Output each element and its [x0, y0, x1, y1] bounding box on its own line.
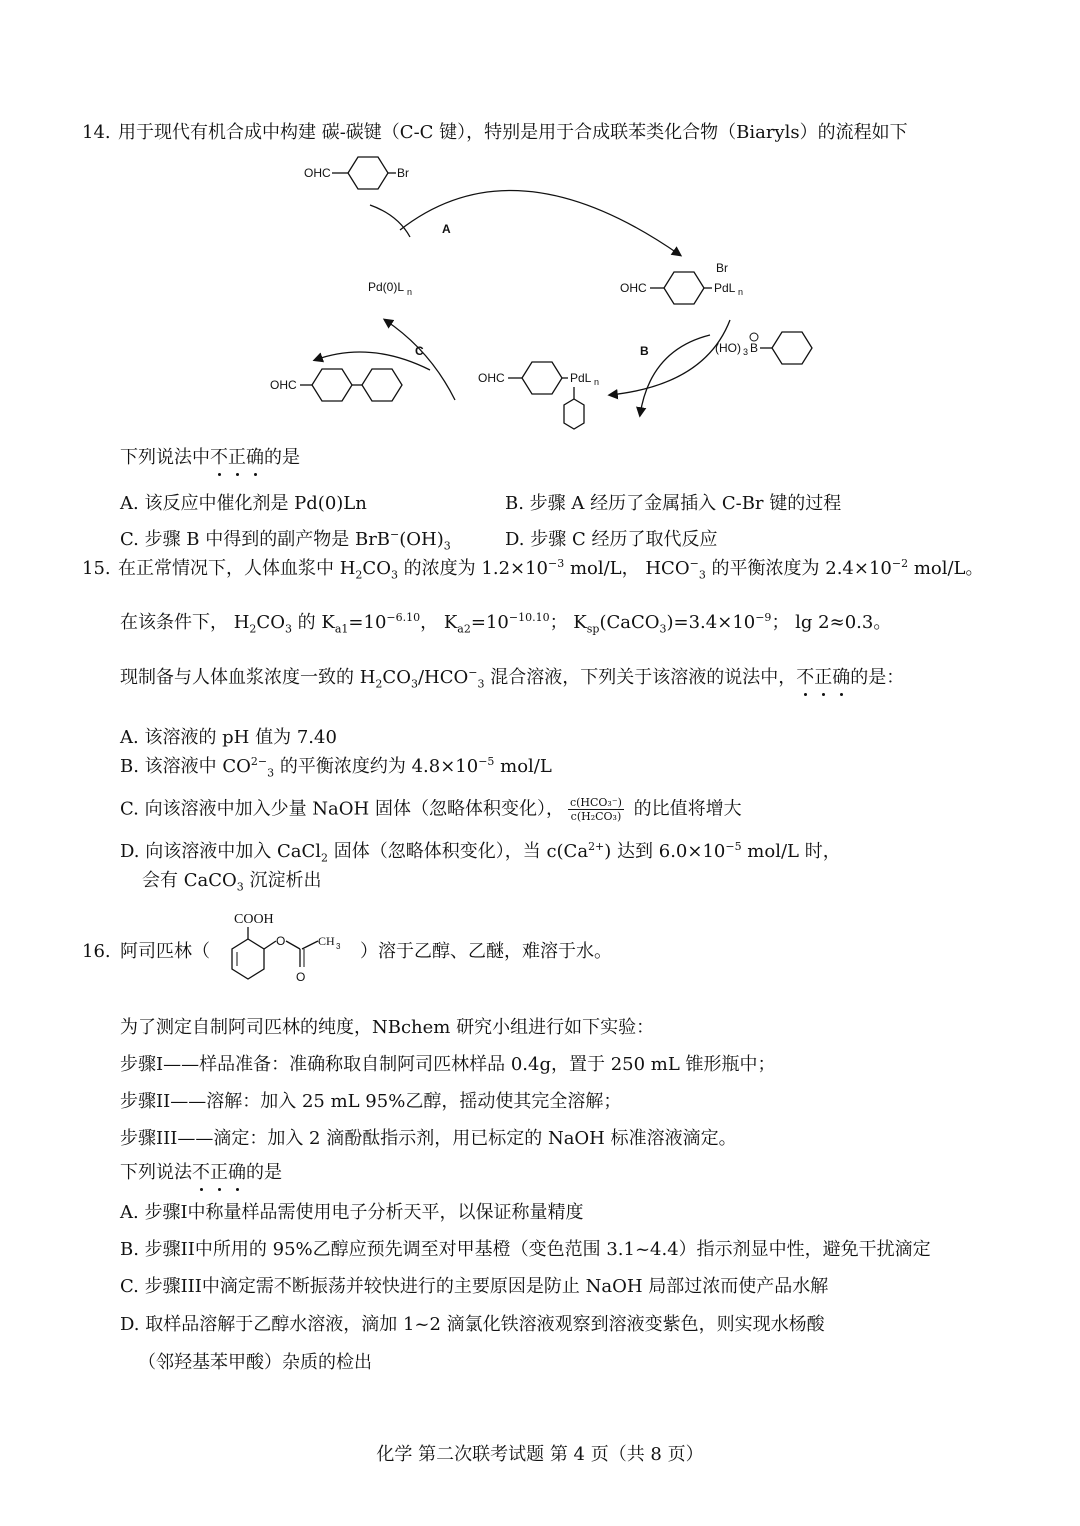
q16-option-d: D. 取样品溶解于乙醇水溶液，滴加 1~2 滴氯化铁溶液观察到溶液变紫色，则实现水杨酸 [120, 1314, 825, 1335]
int1-br-label: Br [716, 261, 728, 275]
arrow-step-b-icon [610, 320, 730, 395]
int2-pd-sub: n [594, 377, 600, 387]
q16-option-b: B. 步骤II中所用的 95%乙醇应预先调至对甲基橙（变色范围 3.1~4.4）指示剂显中性，避免干扰滴定 [120, 1239, 931, 1260]
q15-option-d: D. 向该溶液中加入 CaCl$_2$ 固体（忽略体积变化），当 $c(Ca^{2+})$ 达到 $6.0\times 10^{-5}$ mol/L 时， [120, 840, 841, 865]
q16-option-a: A. 步骤I中称量样品需使用电子分析天平，以保证称量精度 [120, 1202, 584, 1223]
q16-step3: 步骤III——滴定：加入 2 滴酚酞指示剂，用已标定的 NaOH 标准溶液滴定。 [120, 1128, 737, 1149]
reactant-aryl-bromide [304, 157, 409, 189]
q15-number: 15. [82, 558, 111, 579]
q16-number: 16. [82, 941, 111, 962]
q16-intro: 为了测定自制阿司匹林的纯度，NBchem 研究小组进行如下实验： [120, 1017, 655, 1038]
reactant-ohc-label: OHC [304, 166, 331, 180]
benzene-ring-icon [522, 362, 562, 394]
q15-line3: 现制备与人体血浆浓度一致的 $H_2CO_3/HCO^-_3$ 混合溶液，下列关于该溶液的说法中，不正确的是： [120, 666, 905, 691]
int1-pd-label: PdL [714, 281, 736, 295]
q15-line1: 在正常情况下，人体血浆中 $H_2CO_3$ 的浓度为 $1.2\times 10^{-3}$ mol/L， $HCO^-_3$ 的平衡浓度为 $2.4\times 10^{-2}$ mol/L。 [118, 557, 984, 582]
q16-option-c: C. 步骤III中滴定需不断振荡并较快进行的主要原因是防止 NaOH 局部过浓而使产品水解 [120, 1276, 829, 1297]
boron-reagent-label: (HO) [715, 341, 741, 355]
int2-ohc-label: OHC [478, 371, 505, 385]
int2-pd-label: PdL [570, 371, 592, 385]
q16-step1: 步骤I——样品准备：准确称取自制阿司匹林样品 0.4g，置于 250 mL 锥形瓶中； [120, 1054, 776, 1075]
benzene-ring-icon [772, 332, 812, 364]
q14-option-b: B. 步骤 A 经历了金属插入 C-Br 键的过程 [505, 493, 842, 514]
q14-option-a: A. 该反应中催化剂是 Pd(0)Ln [120, 493, 367, 514]
benzene-ring-icon [664, 272, 704, 304]
product-ohc-label: OHC [270, 378, 297, 392]
step-b-label: B [640, 344, 649, 358]
arrow-step-c-icon [385, 320, 455, 400]
q14-stem: 用于现代有机合成中构建 碳-碳键（C-C 键），特别是用于合成联苯类化合物（Biaryls）的流程如下 [118, 122, 908, 143]
svg-text:O: O [296, 970, 306, 984]
catalyst-sub: n [407, 287, 413, 297]
q15-option-b: B. 该溶液中 $CO^{2-}_3$ 的平衡浓度约为 $4.8\times 10^{-5}$ mol/L [120, 755, 552, 780]
q15-option-d-cont: 会有 CaCO$_3$ 沉淀析出 [142, 870, 322, 894]
step-c-label: C [415, 344, 424, 358]
aspirin-structure-diagram [210, 905, 370, 987]
q15-option-a: A. 该溶液的 pH 值为 7.40 [120, 727, 337, 748]
q16-stem-pre: 阿司匹林（ [120, 941, 210, 962]
q16-prompt: 下列说法不正确的是 [120, 1162, 282, 1183]
q14-prompt: 下列说法中不正确的是 [120, 447, 300, 468]
cooh-label: COOH [234, 912, 274, 927]
benzene-ring-icon [312, 369, 352, 401]
ratio-fraction: $\frac{\text{c(HCO₃⁻)}}{\text{c(H₂CO₃)}}$ [569, 796, 622, 823]
q14-number: 14. [82, 122, 111, 143]
benzene-ring-icon [362, 369, 402, 401]
q14-option-d: D. 步骤 C 经历了取代反应 [505, 529, 718, 550]
svg-text:O: O [276, 934, 286, 948]
reactant-br-label: Br [397, 166, 409, 180]
page-footer: 化学 第二次联考试题 第 4 页（共 8 页） [376, 1444, 704, 1465]
int1-ohc-label: OHC [620, 281, 647, 295]
catalyst-label: Pd(0)L [368, 280, 405, 294]
benzene-ring-icon [348, 157, 388, 189]
q16-stem-post: ）溶于乙醇、乙醚，难溶于水。 [360, 941, 612, 962]
boron-reagent-sub: 3 [743, 347, 749, 357]
benzene-ring-icon [564, 399, 584, 429]
int1-pd-sub: n [738, 287, 744, 297]
ch3-sub: 3 [336, 942, 341, 951]
q15-line2: 在该条件下， $H_2CO_3$ 的 $K_{a1}=10^{-6.10}$， $K_{a2}=10^{-10.10}$； $K_{sp}(CaCO_3)=3.4\times 10^{-9}$； lg 2≈0.3。 [120, 611, 892, 636]
boron-b-label: B [750, 341, 759, 355]
q14-catalytic-cycle-diagram [260, 155, 820, 445]
ch3-label: CH [318, 934, 335, 948]
q14-option-c: C. 步骤 B 中得到的副产物是 $BrB^-(OH)_3$ [120, 528, 451, 553]
q16-option-d-cont: （邻羟基苯甲酸）杂质的检出 [138, 1352, 372, 1373]
step-a-label: A [442, 222, 451, 236]
q16-step2: 步骤II——溶解：加入 25 mL 95%乙醇，摇动使其完全溶解； [120, 1091, 622, 1112]
q15-option-c: C. 向该溶液中加入少量 NaOH 固体（忽略体积变化）， $\frac{\text{c(HCO₃⁻)}}{\text{c(H₂CO₃)}}$ 的比值将增大 [120, 796, 742, 823]
